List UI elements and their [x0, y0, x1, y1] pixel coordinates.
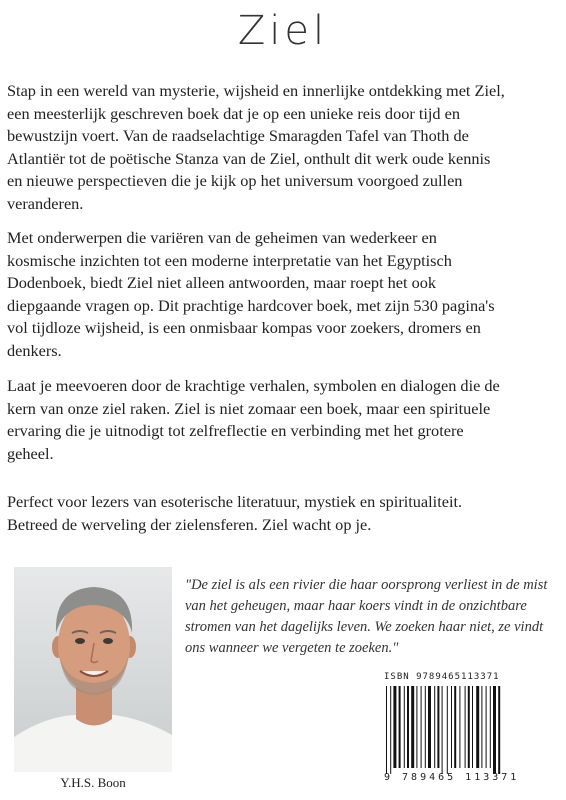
blurb-paragraph-2: Met onderwerpen die variëren van de geheimen van wederkeer en kosmische inzichten tot een moderne interpretatie van het Egyptisch Dodenboek, biedt Ziel niet alleen antwoorden, maar roept het ook diepgaande vragen op. Dit prachtige hardcover boek, met zijn 530 pagina's vol tijdloze wijsheid, is een onmisbaar kompas voor zoekers, dromers en denkers. [7, 228, 495, 360]
author-photo [14, 567, 172, 772]
barcode-bar [465, 686, 466, 768]
barcode-bar [416, 686, 417, 768]
barcode-bar [425, 686, 426, 768]
barcode-bars [378, 668, 526, 788]
barcode-bar [437, 686, 439, 768]
barcode-bar [468, 686, 470, 768]
barcode-bar [390, 686, 391, 774]
barcode-bar [386, 686, 387, 774]
book-title: Ziel [237, 8, 329, 54]
isbn-label: ISBN 9789465113371 [384, 672, 500, 682]
barcode-bar [472, 686, 473, 768]
blurb-paragraph-1: Stap in een wereld van mysterie, wijsheid en innerlijke ontdekking met Ziel, een meesterlijk geschreven boek dat je op een unieke reis door tijd en bewustzijn voert. Van de raadselachtige Smaragden Tafel van Thoth de Atlantiër tot de poëtische Stanza van de Ziel, onthult dit werk oude kennis en nieuwe perspectieven die je kijk op het universum voorgoed zullen veranderen. [7, 81, 505, 213]
barcode-bar [454, 686, 456, 768]
barcode-bar [459, 686, 460, 768]
author-quote: "De ziel is als een rivier die haar oorsprong verliest in de mist van het geheugen, maar haar koers vindt in de onzichtbare stromen van het dagelijks leven. We zoeken haar niet, ze vindt ons wanneer we vergeten te zoeken." [185, 577, 548, 656]
barcode-bar [490, 686, 491, 768]
barcode-bar [434, 686, 435, 768]
barcode-bar [428, 686, 431, 768]
isbn-barcode [378, 668, 526, 788]
barcode-bar [393, 686, 396, 768]
barcode-bar [451, 686, 452, 768]
barcode-digits: 9 789465 113371 [384, 772, 520, 783]
blurb-paragraph-4: Perfect voor lezers van esoterische literatuur, mystiek en spiritualiteit. Betreed de werveling der zielensferen. Ziel wacht op je. [7, 492, 463, 534]
author-caption: Y.H.S. Boon [60, 775, 126, 790]
barcode-bar [404, 686, 405, 768]
barcode-bar [447, 686, 448, 774]
barcode-bar [411, 686, 414, 768]
barcode-bar [493, 686, 496, 774]
barcode-bar [399, 686, 401, 768]
barcode-bar [498, 686, 500, 774]
blurb-paragraph-3: Laat je meevoeren door de krachtige verhalen, symbolen en dialogen die de kern van onze ziel raken. Ziel is niet zomaar een boek, maar een spirituele ervaring die je uitnodigt tot zelfreflectie en verbinding met het grotere geheel. [7, 376, 500, 463]
barcode-bar [476, 686, 479, 768]
barcode-bar [407, 686, 409, 768]
barcode-bar [421, 686, 422, 768]
barcode-bar [481, 686, 482, 768]
barcode-bar [442, 686, 443, 774]
barcode-bar [486, 686, 487, 768]
